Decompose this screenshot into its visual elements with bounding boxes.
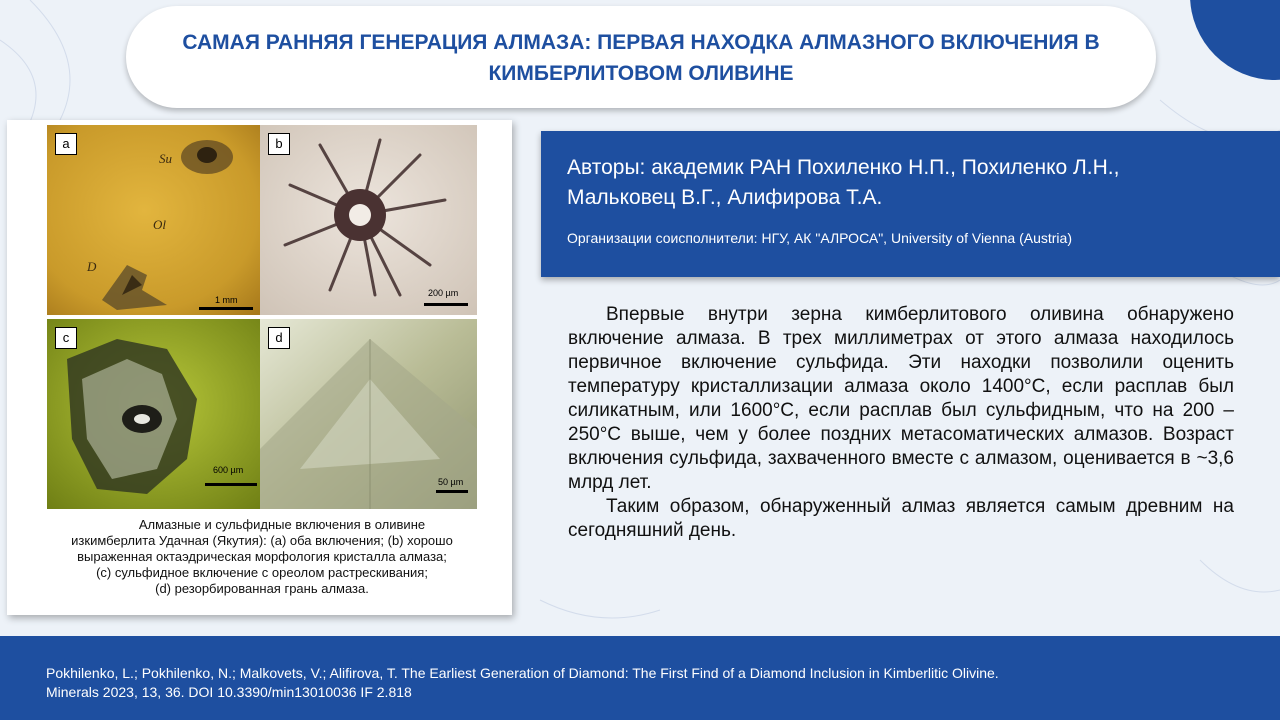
reference-footer (0, 636, 1280, 720)
caption-line-1: Алмазные и сульфидные включения в оливине (138, 517, 426, 532)
scale-label-b: 200 µm (428, 288, 459, 298)
micrograph-panel-c (47, 319, 263, 509)
authors-line-1: Авторы: академик РАН Похиленко Н.П., Похиленко Л.Н., (567, 156, 1120, 179)
scale-label-d: 50 µm (438, 477, 464, 487)
authors-list (567, 153, 1257, 213)
annotation-sulfide: Su (159, 151, 172, 166)
figure-card (7, 120, 512, 615)
scale-bar-c (205, 483, 257, 486)
body-paragraph-2: Таким образом, обнаруженный алмаз является самым древним на сегодняшний день. (568, 496, 1234, 541)
panel-label-c: c (55, 327, 77, 349)
scale-bar-b (424, 303, 468, 306)
authors-line-2: Мальковец В.Г., Алифирова Т.А. (567, 186, 883, 209)
micrograph-panel-a (47, 125, 263, 315)
caption-line-3: выраженная октаэдрическая морфология кристалла алмаза; (77, 549, 447, 564)
annotation-diamond: D (87, 259, 97, 274)
organizations-text: Организации соисполнители: НГУ, АК "АЛРОСА", University of Vienna (Austria) (567, 230, 1072, 246)
authors-panel (541, 131, 1280, 277)
citation-line-2: Minerals 2023, 13, 36. DOI 10.3390/min13010036 IF 2.818 (46, 684, 412, 700)
caption-line-2: изкимберлита Удачная (Якутия): (а) оба включения; (b) хорошо (71, 533, 453, 548)
diamond-octahedron-image (260, 125, 477, 315)
body-paragraph-1: Впервые внутри зерна кимберлитового оливина обнаружено включение алмаза. В трех миллиметрах от этого алмаза находилось первичное включение сульфида. Эти находки позволили оценить температуру кристаллизации алмаза около 1400°С, если расплав был силикатным, или 1600°С, если расплав был сульфидным, что на 200 – 250°С выше, чем у более поздних метасоматических алмазов. Возраст включения сульфида, захваченного вместе с алмазом, оценивается в ~3,6 млрд лет. (568, 304, 1234, 493)
figure-caption (17, 517, 507, 597)
scale-bar-a (199, 307, 253, 310)
panel-label-a: a (55, 133, 77, 155)
main-body-text (568, 303, 1234, 543)
citation-text (46, 664, 1246, 702)
caption-line-5: (d) резорбированная грань алмаза. (155, 581, 369, 596)
panel-label-d: d (268, 327, 290, 349)
title-banner (126, 6, 1156, 108)
scale-bar-d (436, 490, 468, 493)
annotation-olivine: Ol (153, 217, 166, 232)
slide-title: САМАЯ РАННЯЯ ГЕНЕРАЦИЯ АЛМАЗА: ПЕРВАЯ НАХОДКА АЛМАЗНОГО ВКЛЮЧЕНИЯ В КИМБЕРЛИТОВОМ ОЛИВИНЕ (182, 31, 1100, 85)
caption-line-4: (c) сульфидное включение с ореолом растрескивания; (96, 565, 428, 580)
sulfide-inclusion-image (47, 319, 263, 509)
micrograph-panel-b (260, 125, 477, 315)
panel-label-b: b (268, 133, 290, 155)
citation-line-1: Pokhilenko, L.; Pokhilenko, N.; Malkovets, V.; Alifirova, T. The Earliest Generation of Diamond: The First Find of a Diamond Inclusion in Kimberlitic Olivine. (46, 665, 999, 681)
scale-label-c: 600 µm (213, 465, 244, 475)
scale-label-a: 1 mm (215, 295, 238, 305)
micrograph-panel-d (260, 319, 477, 509)
